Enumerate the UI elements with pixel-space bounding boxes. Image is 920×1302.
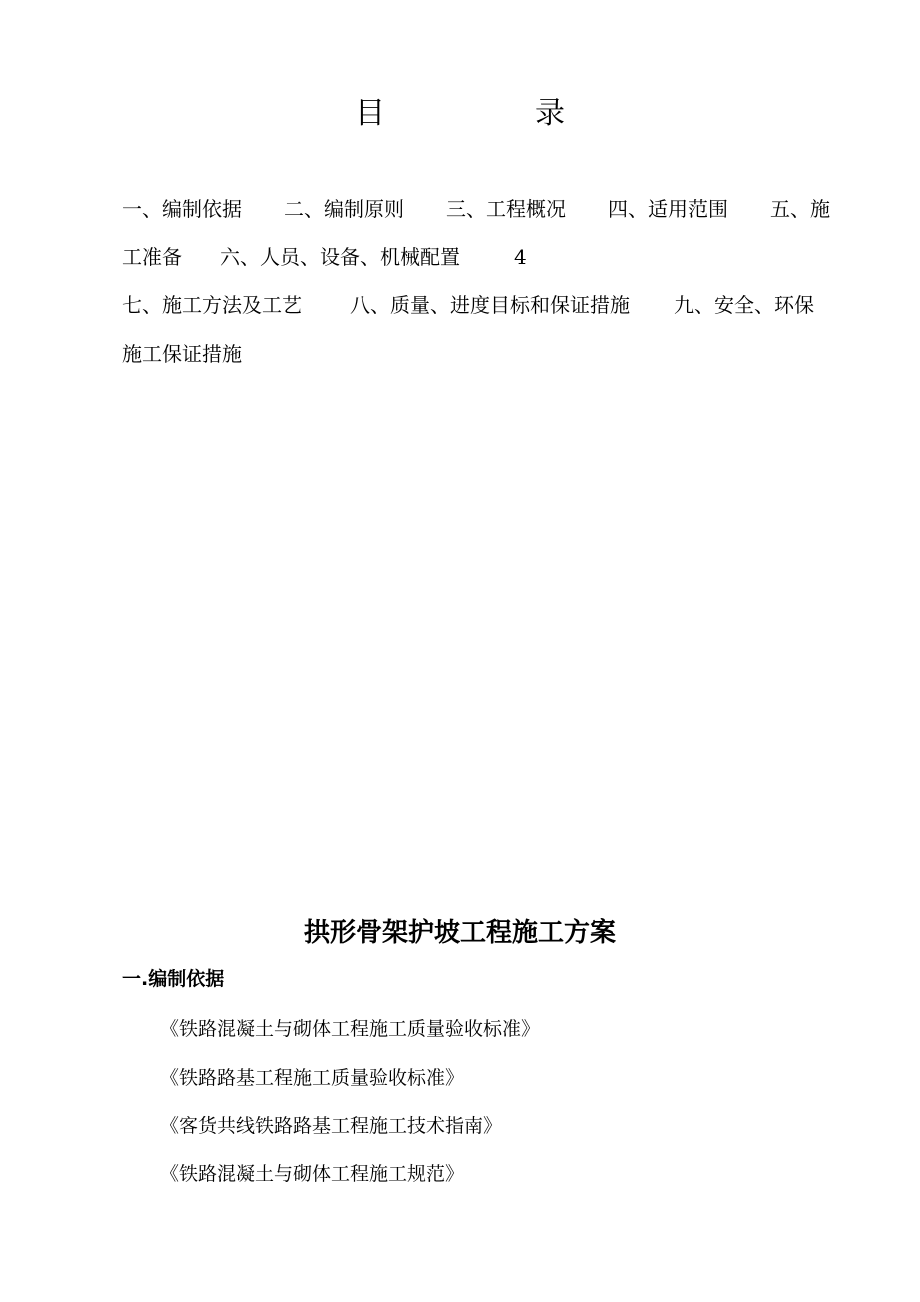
toc-title-left: 目 bbox=[355, 96, 385, 131]
toc-page-number: 4 bbox=[514, 245, 527, 269]
toc-entry[interactable]: 四、适用范围 bbox=[608, 197, 728, 221]
toc-entry[interactable]: 一、编制依据 bbox=[122, 197, 242, 221]
toc-title bbox=[0, 88, 920, 132]
reference-item: 《铁路路基工程施工质量验收标准》 bbox=[160, 1067, 465, 1089]
reference-item: 《客货共线铁路路基工程施工技术指南》 bbox=[160, 1115, 503, 1137]
toc-entry[interactable]: 六、人员、设备、机械配置 bbox=[220, 245, 460, 269]
toc-entry[interactable]: 工准备 bbox=[122, 245, 182, 269]
toc-entry[interactable]: 八、质量、进度目标和保证措施 bbox=[350, 293, 630, 317]
reference-item: 《铁路混凝土与砌体工程施工质量验收标准》 bbox=[160, 1018, 541, 1040]
toc-title-right: 录 bbox=[535, 96, 565, 131]
toc-entry[interactable]: 二、编制原则 bbox=[284, 197, 404, 221]
reference-item: 《铁路混凝土与砌体工程施工规范》 bbox=[160, 1163, 465, 1185]
section-heading: 一.编制依据 bbox=[122, 968, 225, 990]
toc-entry[interactable]: 三、工程概况 bbox=[446, 197, 566, 221]
toc-entry[interactable]: 施工保证措施 bbox=[122, 342, 242, 366]
document-title: 拱形骨架护坡工程施工方案 bbox=[303, 918, 616, 948]
toc-entry[interactable]: 九、安全、环保 bbox=[674, 293, 814, 317]
toc-entry[interactable]: 七、施工方法及工艺 bbox=[122, 293, 302, 317]
toc-entry[interactable]: 五、施 bbox=[770, 197, 830, 221]
